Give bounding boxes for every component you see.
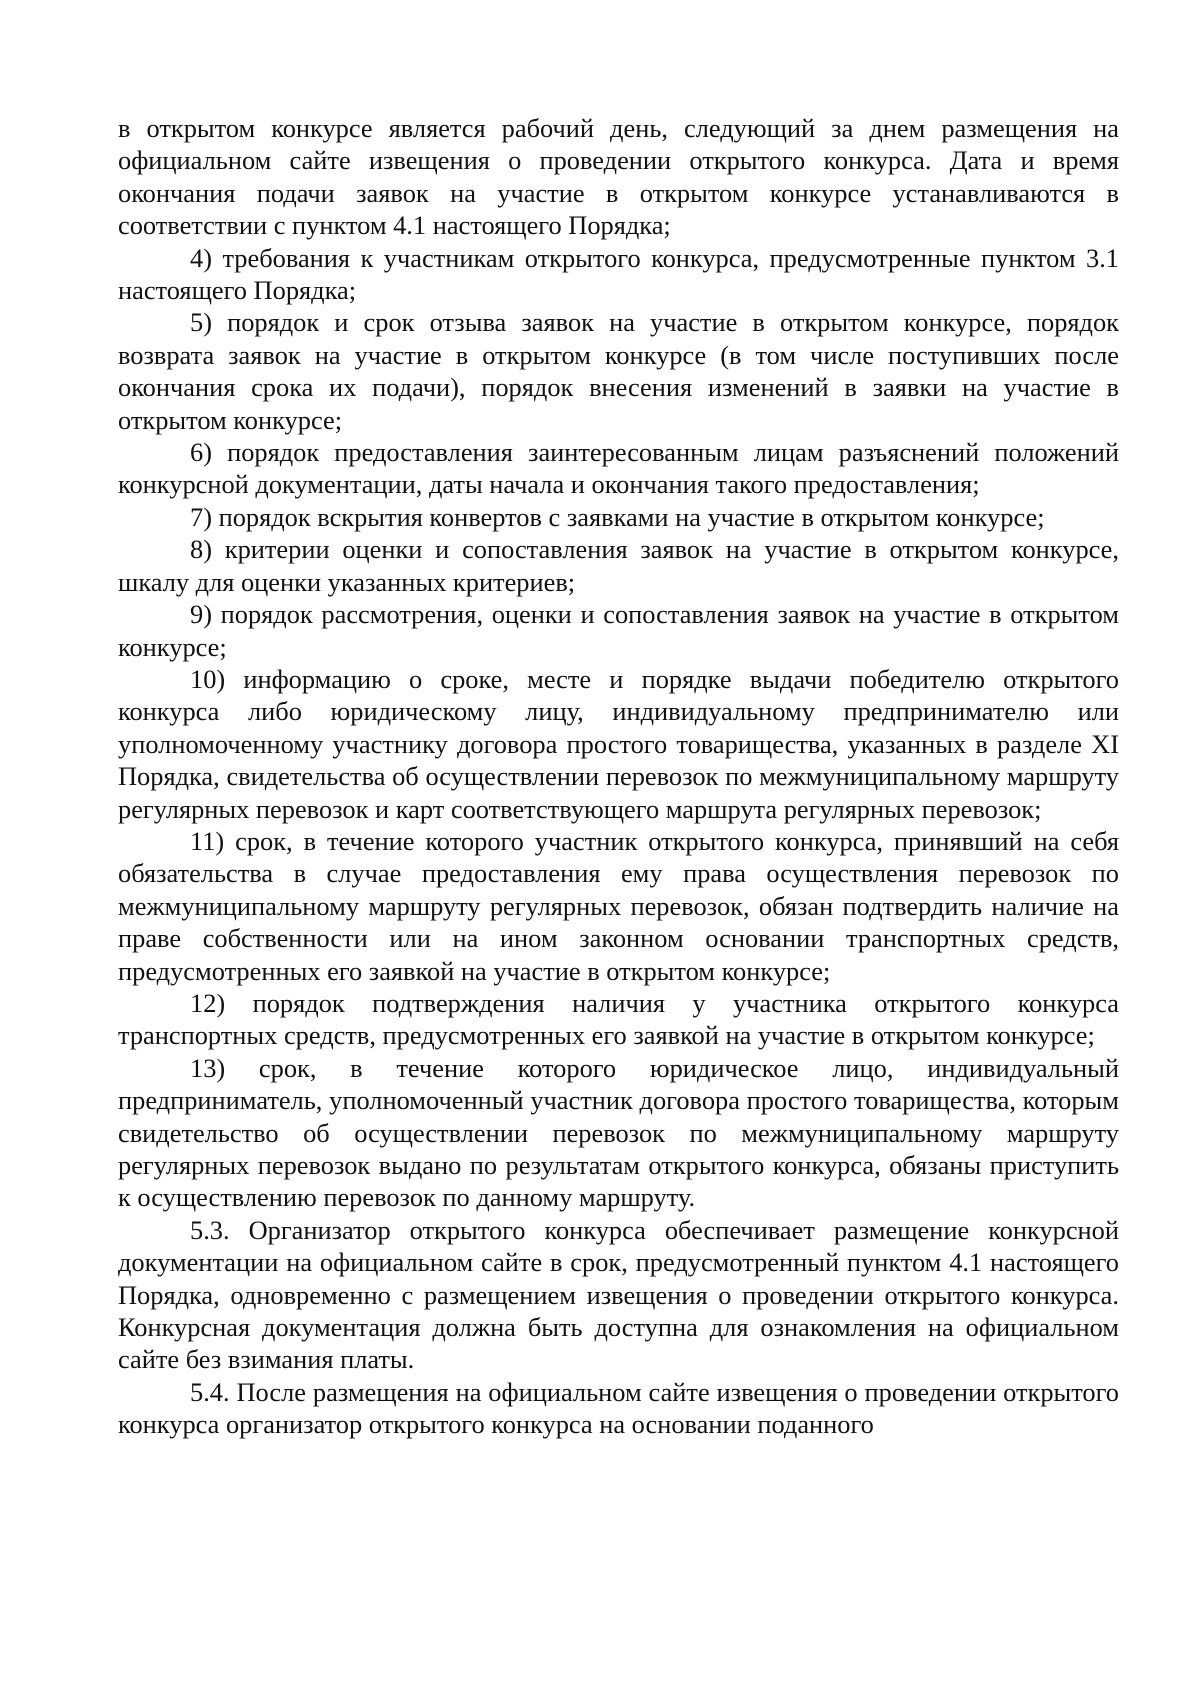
paragraph-item-13: 13) срок, в течение которого юридическое лицо, индивидуальный предприниматель, уполномоченный участник договора простого товарищества, которым свидетельство об осуществлении перевозок по межмуниципальному маршруту регулярных перевозок выдано по результатам открытого конкурса, обязаны приступить к осуществлению перевозок по данному маршруту. [118, 1052, 1119, 1213]
paragraph-item-6: 6) порядок предоставления заинтересованным лицам разъяснений положений конкурсной документации, даты начала и окончания такого предоставления; [118, 437, 1119, 500]
paragraph-section-5-4: 5.4. После размещения на официальном сайте извещения о проведении открытого конкурса организатор открытого конкурса на основании поданного [118, 1376, 1119, 1440]
paragraph-item-10: 10) информацию о сроке, месте и порядке выдачи победителю открытого конкурса либо юридическому лицу, индивидуальному предпринимателю или уполномоченному участнику договора простого товарищества, указанных в разделе XI Порядка, свидетельства об осуществлении перевозок по межмуниципальному маршруту регулярных перевозок и карт соответствующего маршрута регулярных перевозок; [118, 663, 1119, 824]
paragraph-item-5: 5) порядок и срок отзыва заявок на участие в открытом конкурсе, порядок возврата заявок на участие в открытом конкурсе (в том числе поступивших после окончания срока их подачи), порядок внесения изменений в заявки на участие в открытом конкурсе; [118, 307, 1119, 435]
paragraph-continuation: в открытом конкурсе является рабочий день, следующий за днем размещения на официальном сайте извещения о проведении открытого конкурса. Дата и время окончания подачи заявок на участие в открытом конкурсе устанавливаются в соответствии с пунктом 4.1 настоящего Порядка; [118, 113, 1119, 241]
paragraph-item-12: 12) порядок подтверждения наличия у участника открытого конкурса транспортных средств, предусмотренных его заявкой на участие в открытом конкурсе; [118, 987, 1119, 1051]
paragraph-item-4: 4) требования к участникам открытого конкурса, предусмотренные пунктом 3.1 настоящего Порядка; [118, 242, 1119, 306]
paragraph-item-11: 11) срок, в течение которого участник открытого конкурса, принявший на себя обязательства в случае предоставления ему права осуществления перевозок по межмуниципальному маршруту регулярных перевозок, обязан подтвердить наличие на праве собственности или на ином законном основании транспортных средств, предусмотренных его заявкой на участие в открытом конкурсе; [118, 825, 1119, 986]
paragraph-item-9: 9) порядок рассмотрения, оценки и сопоставления заявок на участие в открытом конкурсе; [118, 599, 1119, 662]
paragraph-section-5-3: 5.3. Организатор открытого конкурса обеспечивает размещение конкурсной документации на официальном сайте в срок, предусмотренный пунктом 4.1 настоящего Порядка, одновременно с размещением извещения о проведении открытого конкурса. Конкурсная документация должна быть доступна для ознакомления на официальном сайте без взимания платы. [118, 1214, 1119, 1375]
paragraph-item-8: 8) критерии оценки и сопоставления заявок на участие в открытом конкурсе, шкалу для оценки указанных критериев; [118, 534, 1119, 597]
document-body [118, 112, 1119, 1441]
paragraph-item-7: 7) порядок вскрытия конвертов с заявками на участие в открытом конкурсе; [190, 501, 1045, 532]
